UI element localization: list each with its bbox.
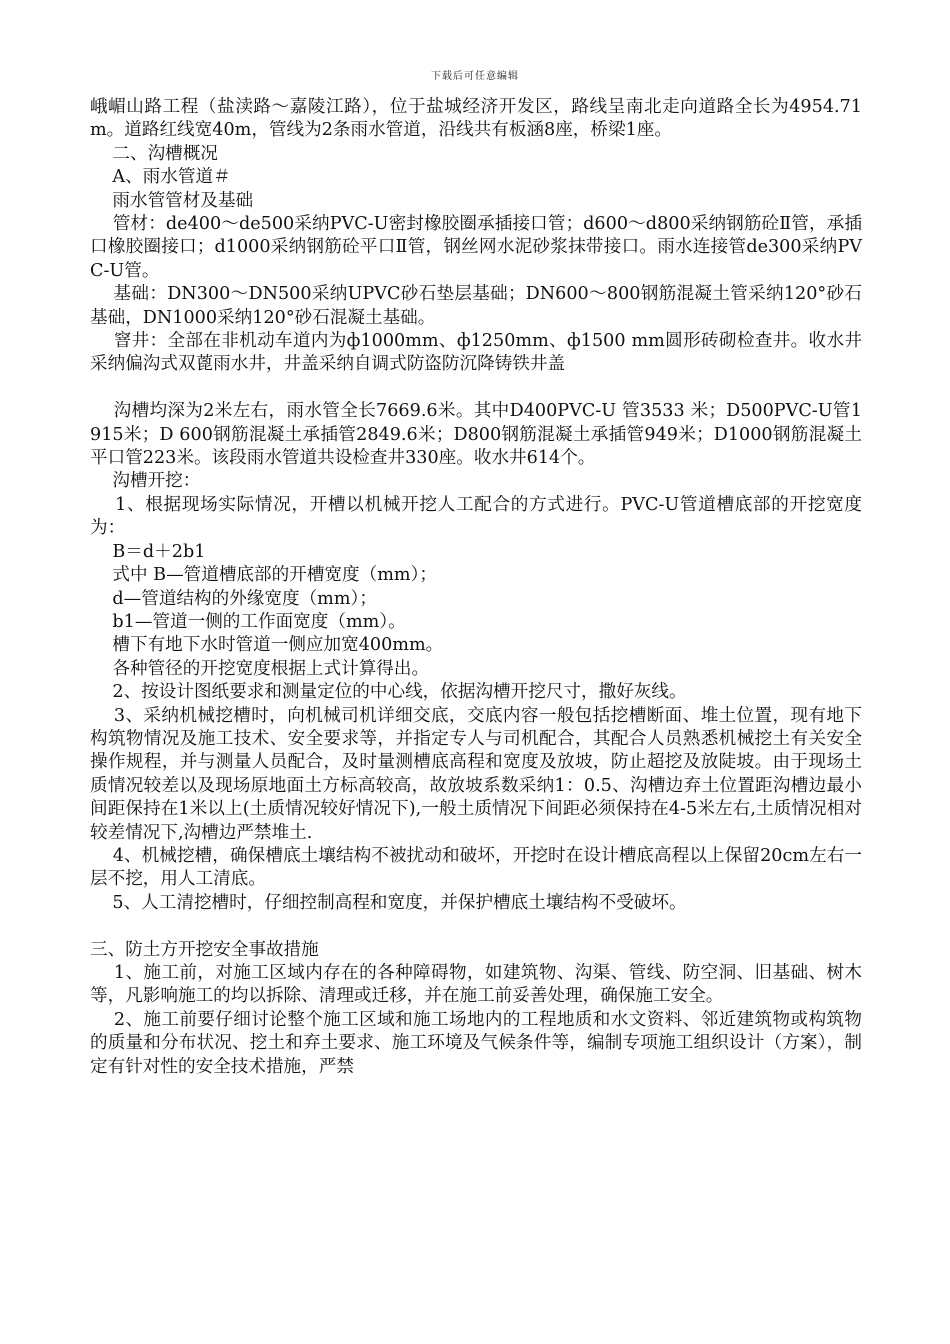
heading-pipe-material: 雨水管管材及基础 <box>90 190 254 211</box>
paragraph-foundation: 基础：DN300～DN500采纳UPVC砂石垫层基础；DN600～800钢筋混凝土管采纳120°砂石基础，DN1000采纳120°砂石混凝土基础。 <box>90 284 862 328</box>
paragraph-groundwater: 槽下有地下水时管道一侧应加宽400mm。 <box>90 635 444 656</box>
paragraph-pipe-material: 管材：de400～de500采纳PVC-U密封橡胶圈承插接口管；d600～d800采纳钢筋砼Ⅱ管，承插口橡胶圈接口；d1000采纳钢筋砼平口Ⅱ管，钢丝网水泥砂浆抹带接口。雨水连接管de300采纳PVC-U管。 <box>90 214 863 281</box>
blank-line <box>90 915 862 938</box>
formula-def-b1: b1—管道一侧的工作面宽度（mm）。 <box>90 611 406 632</box>
document-body <box>90 96 862 1079</box>
heading-trench-overview: 二、沟槽概况 <box>90 143 218 164</box>
paragraph-width-calc: 各种管径的开挖宽度根据上式计算得出。 <box>90 658 430 679</box>
heading-rain-pipe: A、雨水管道＃ <box>90 167 231 188</box>
formula-def-d: d—管道结构的外缘宽度（mm）； <box>90 588 377 609</box>
paragraph-excavation-step-5: 5、人工清挖槽时，仔细控制高程和宽度，并保护槽底土壤结构不受破坏。 <box>90 892 687 913</box>
paragraph-excavation-step-3: 3、采纳机械挖槽时，向机械司机详细交底，交底内容一般包括挖槽断面、堆土位置，现有地下构筑物情况及施工技术、安全要求等，并指定专人与司机配合，其配合人员熟悉机械挖土有关安全操作规程，并与测量人员配合，及时量测槽底高程和宽度及放坡，防止超挖及放陡坡。由于现场土质情况较差以及现场原地面土方标高较高，故放坡系数采纳1：0.5、沟槽边弃土位置距沟槽边最小间距保持在1米以上(土质情况较好情况下),一般土质情况下间距必须保持在4-5米左右,土质情况相对较差情况下,沟槽边严禁堆土. <box>90 705 862 843</box>
formula-def-b: 式中 B—管道槽底部的开槽宽度（mm）； <box>90 565 437 586</box>
paragraph-trench-depth: 沟槽均深为2米左右，雨水管全长7669.6米。其中D400PVC-U 管3533 米；D500PVC-U管1915米；D 600钢筋混凝土承插管2849.6米；D800钢筋混凝土承插管949米；D1000钢筋混凝土平口管223米。该段雨水管道共设检查井330座。收水井614个。 <box>90 401 862 469</box>
heading-trench-excavation: 沟槽开挖： <box>90 471 201 492</box>
header-note: 下载后可任意编辑 <box>431 71 519 82</box>
paragraph-project-intro: 峨嵋山路工程（盐渎路～嘉陵江路），位于盐城经济开发区，路线呈南北走向道路全长为4954.71m。道路红线宽40m，管线为2条雨水管道，沿线共有板涵8座，桥梁1座。 <box>90 97 862 141</box>
formula-width: B＝d＋2b1 <box>90 541 206 562</box>
paragraph-excavation-step-1: 1、根据现场实际情况，开槽以机械开挖人工配合的方式进行。PVC-U管道槽底部的开挖宽度为： <box>90 494 862 539</box>
paragraph-safety-step-1: 1、施工前，对施工区域内存在的各种障碍物，如建筑物、沟渠、管线、防空洞、旧基础、树木等，凡影响施工的均以拆除、清理或迁移，并在施工前妥善处理，确保施工安全。 <box>90 963 862 1007</box>
paragraph-excavation-step-4: 4、机械挖槽，确保槽底土壤结构不被扰动和破坏，开挖时在设计槽底高程以上保留20cm左右一层不挖，用人工清底。 <box>90 845 863 890</box>
heading-safety-measures: 三、防土方开挖安全事故措施 <box>90 939 319 960</box>
blank-line <box>90 377 862 400</box>
paragraph-safety-step-2: 2、施工前要仔细讨论整个施工区域和施工场地内的工程地质和水文资料、邻近建筑物或构筑物的质量和分布状况、挖土和弃土要求、施工环境及气候条件等，编制专项施工组织设计（方案），制定有针对性的安全技术措施，严禁 <box>90 1009 862 1077</box>
paragraph-excavation-step-2: 2、按设计图纸要求和测量定位的中心线，依据沟槽开挖尺寸，撒好灰线。 <box>90 682 687 703</box>
paragraph-manhole: 窨井：全部在非机动车道内为ф1000mm、ф1250mm、ф1500 mm圆形砖砌检查井。收水井采纳偏沟式双蓖雨水井，井盖采纳自调式防盗防沉降铸铁井盖 <box>90 331 862 375</box>
